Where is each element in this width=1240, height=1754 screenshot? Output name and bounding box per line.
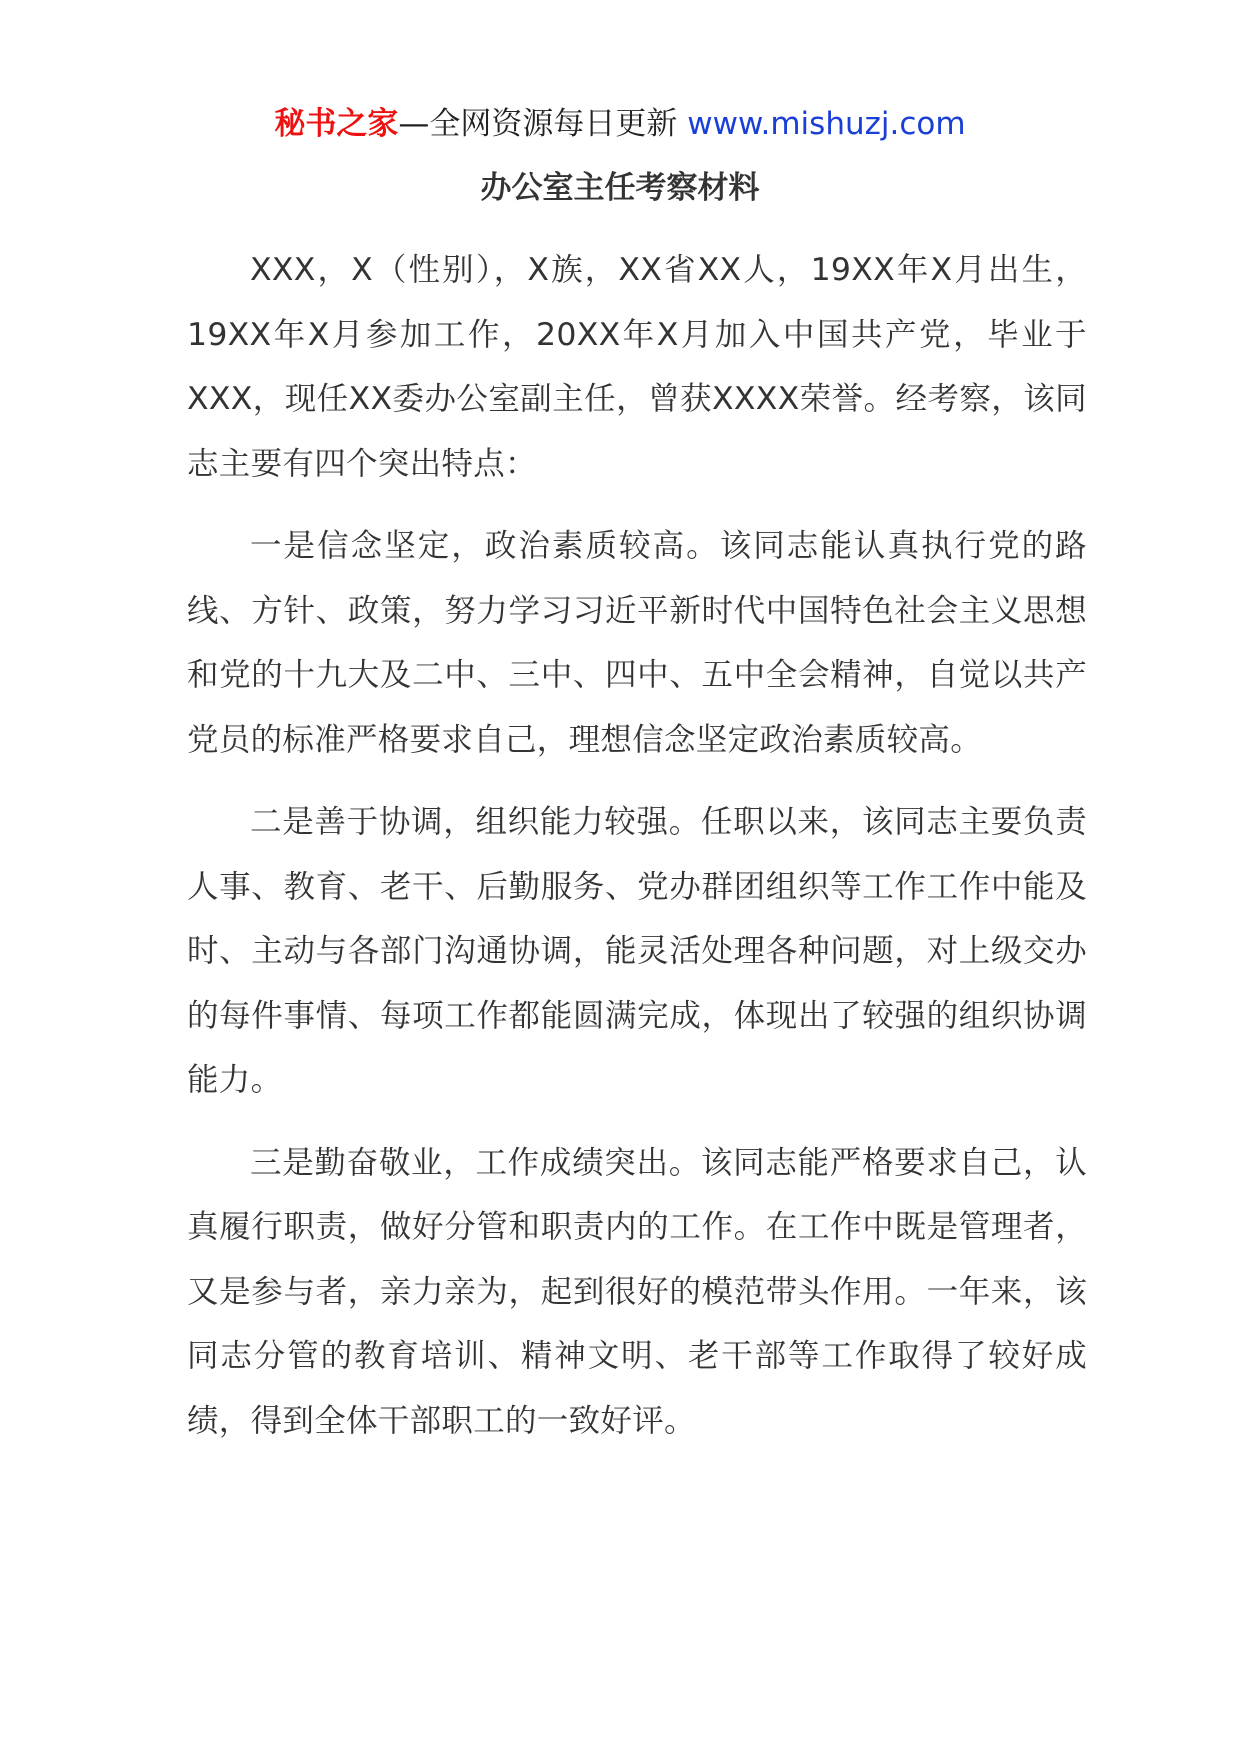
- document-title: 办公室主任考察材料: [480, 170, 760, 206]
- site-url-link[interactable]: www.mishuzj.com: [687, 106, 966, 142]
- paragraph-point-3: 三是勤奋敬业，工作成绩突出。该同志能严格要求自己，认真履行职责，做好分管和职责内的工作。在工作中既是管理者，又是参与者，亲力亲为，起到很好的模范带头作用。一年来，该同志分管的教育培训、精神文明、老干部等工作取得了较好成绩，得到全体干部职工的一致好评。: [187, 1144, 1087, 1439]
- brand-name: 秘书之家: [274, 106, 399, 142]
- paragraph-point-2: 二是善于协调，组织能力较强。任职以来，该同志主要负责人事、教育、老干、后勤服务、党办群团组织等工作工作中能及时、主动与各部门沟通协调，能灵活处理各种问题，对上级交办的每件事情、每项工作都能圆满完成，体现出了较强的组织协调能力。: [187, 804, 1087, 1098]
- header-slogan: —全网资源每日更新: [398, 106, 678, 142]
- paragraph-point-1: 一是信念坚定，政治素质较高。该同志能认真执行党的路线、方针、政策，努力学习习近平新时代中国特色社会主义思想和党的十九大及二中、三中、四中、五中全会精神，自觉以共产党员的标准严格要求自己，理想信念坚定政治素质较高。: [187, 528, 1087, 758]
- site-header: [0, 102, 1240, 146]
- document-body: [187, 238, 1087, 1471]
- paragraph-intro: XXX，X（性别），X族，XX省XX人，19XX年X月出生，19XX年X月参加工作，20XX年X月加入中国共产党，毕业于XXX，现任XX委办公室副主任，曾获XXXX荣誉。经考察，该同志主要有四个突出特点：: [187, 252, 1087, 482]
